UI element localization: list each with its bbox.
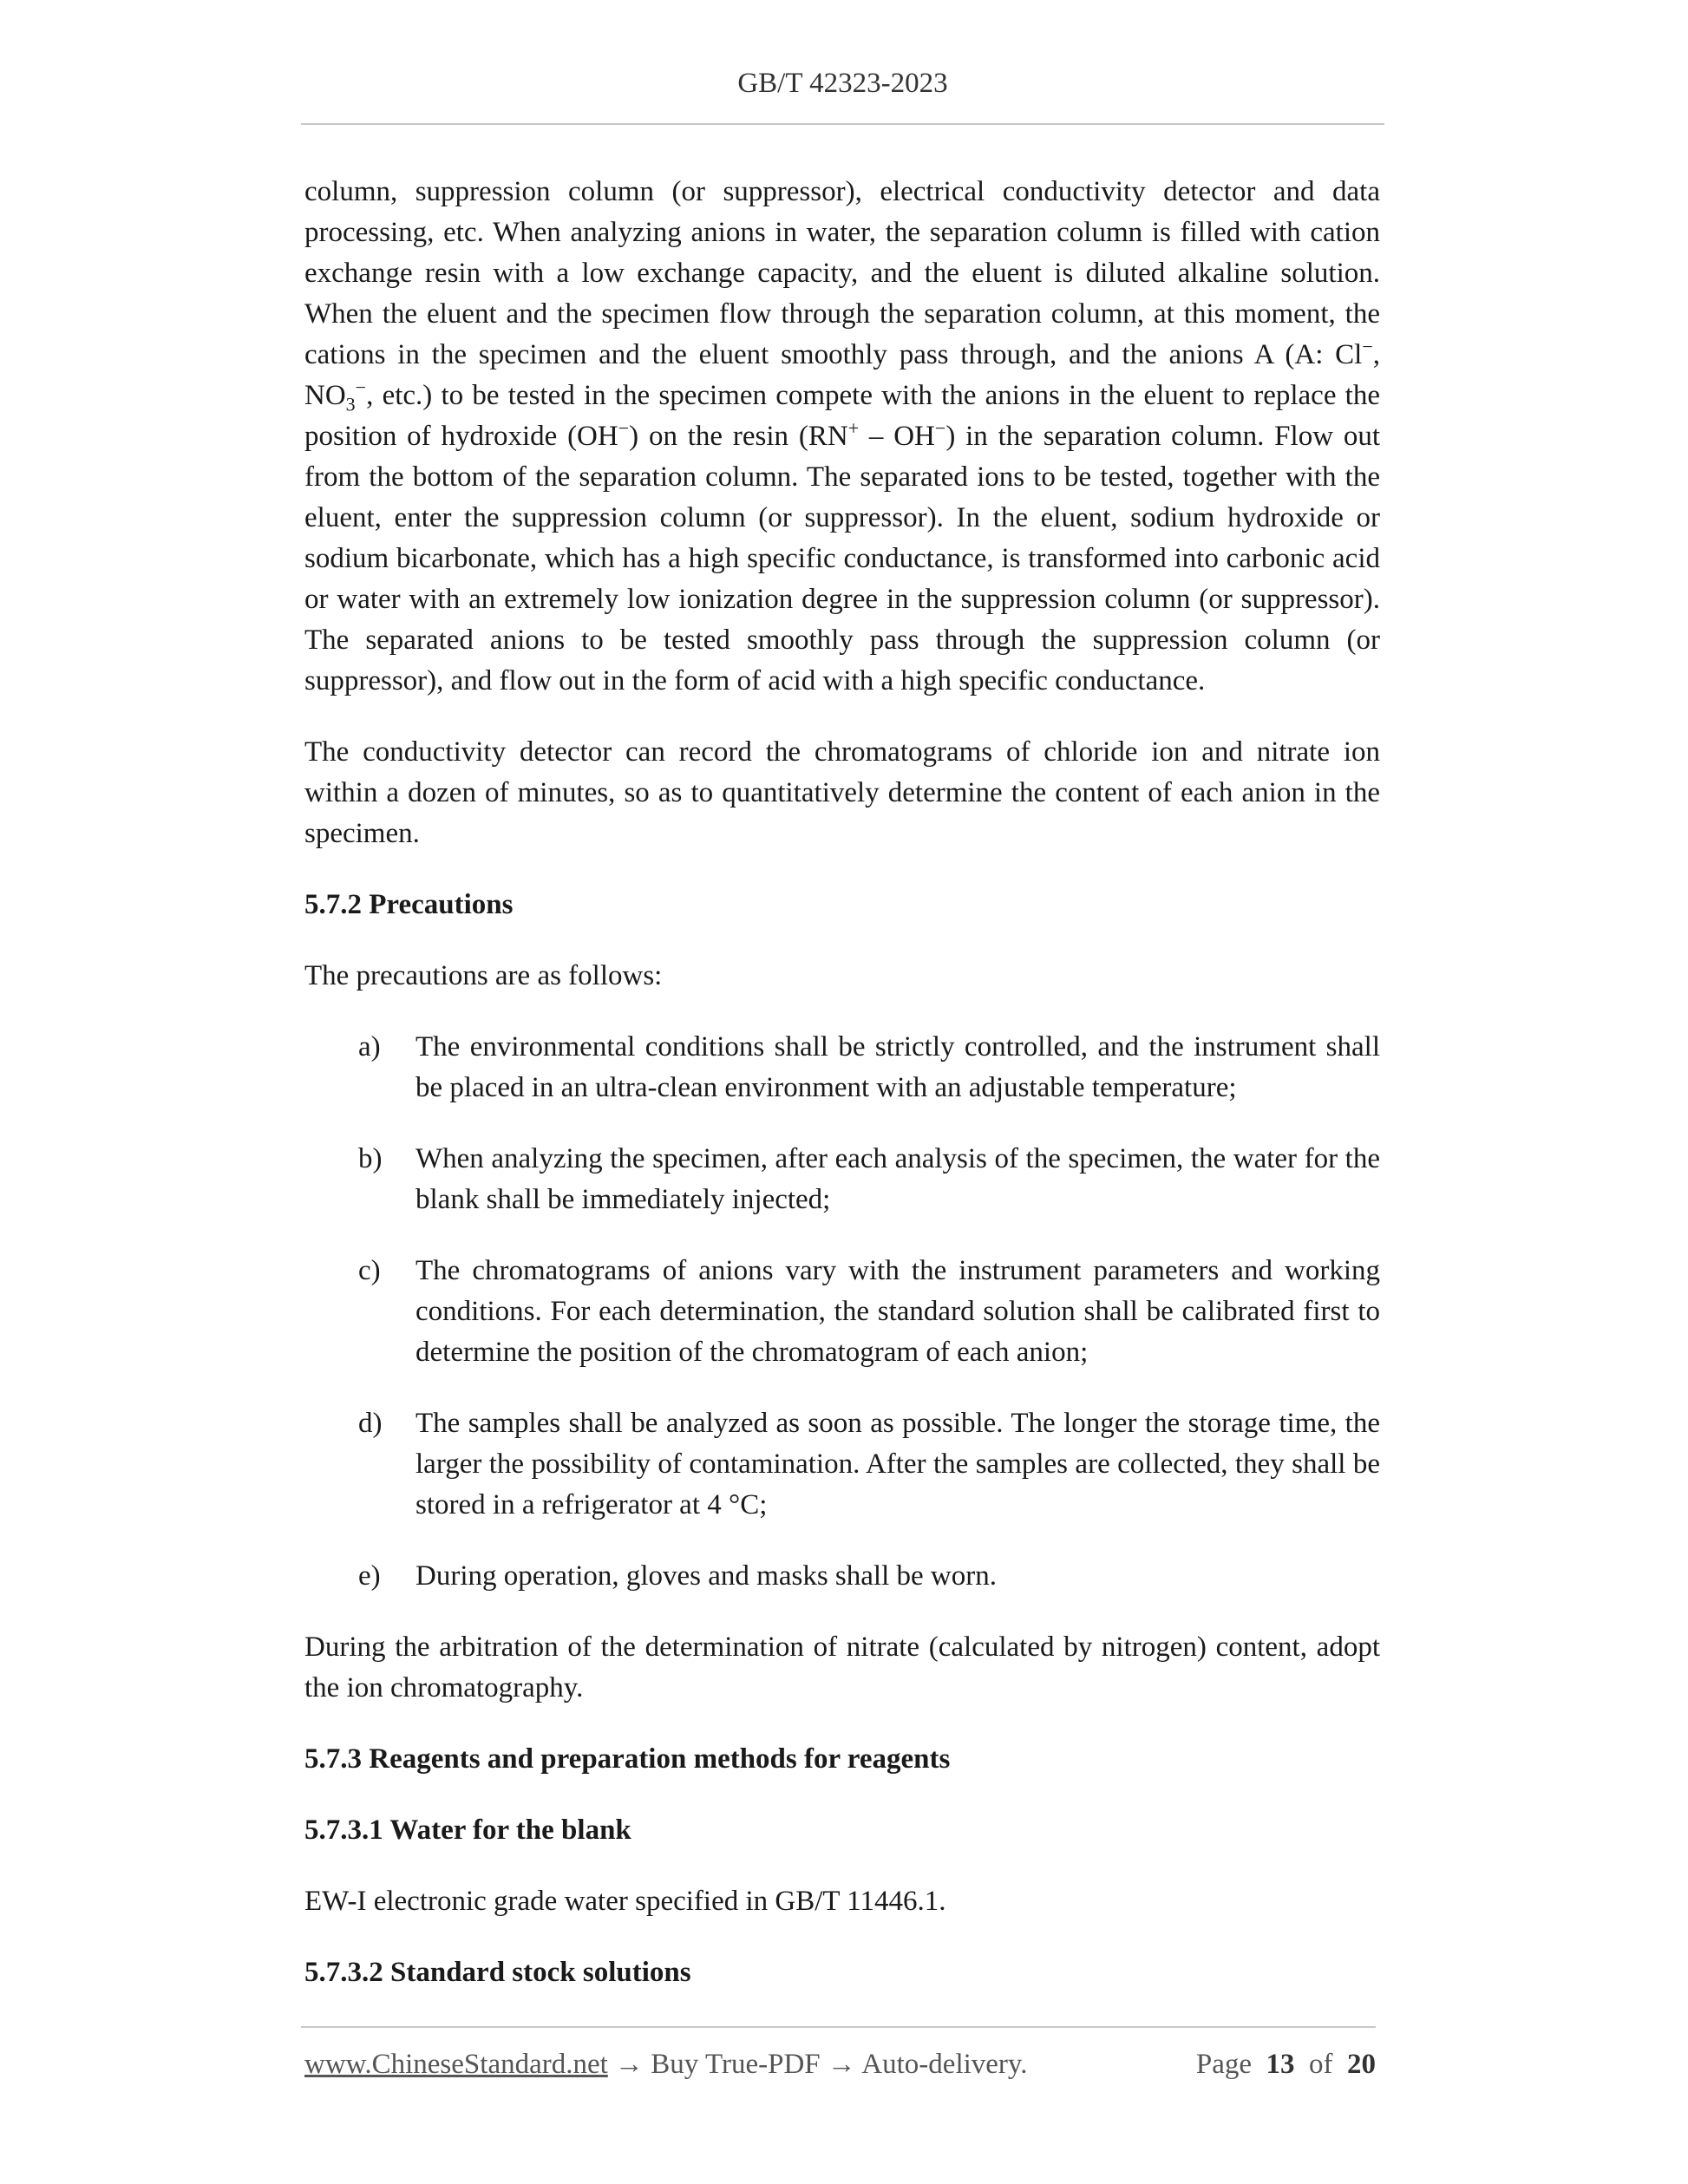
list-marker: e)	[358, 1560, 381, 1592]
list-item: d) The samples shall be analyzed as soon as possible. The longer the storage time, the larger the possibility of contamination. After the samples are collected, they shall be stored in a refrigerator at 4 °C;	[304, 1403, 1380, 1526]
page-footer	[304, 2049, 1376, 2081]
document-body	[304, 172, 1380, 1993]
delivery-text: Auto-delivery.	[855, 2049, 1028, 2080]
arrow-icon: →	[615, 2049, 644, 2080]
footer-divider	[301, 2026, 1376, 2028]
list-item: b) When analyzing the specimen, after each analysis of the specimen, the water for the blank shall be immediately injected;	[304, 1139, 1380, 1220]
header-divider	[301, 123, 1384, 125]
heading-reagents: 5.7.3 Reagents and preparation methods for reagents	[304, 1743, 951, 1775]
running-header: GB/T 42323-2023	[737, 68, 948, 99]
arrow-icon: →	[827, 2049, 856, 2080]
heading-precautions: 5.7.2 Precautions	[304, 889, 514, 920]
list-marker: b)	[358, 1143, 383, 1174]
paragraph-water-spec: EW-I electronic grade water specified in GB/T 11446.1.	[304, 1886, 946, 1917]
page-number: Page 13 of 20	[1195, 2049, 1376, 2080]
heading-water-blank: 5.7.3.1 Water for the blank	[304, 1815, 631, 1846]
list-marker: a)	[358, 1031, 381, 1063]
list-item: a) The environmental conditions shall be strictly controlled, and the instrument shall be placed in an ultra-clean environment with an adjustable temperature;	[304, 1027, 1380, 1108]
list-marker: c)	[358, 1255, 381, 1286]
precautions-list	[304, 1027, 1380, 1597]
site-link[interactable]: www.ChineseStandard.net	[304, 2049, 608, 2080]
heading-standard-stock: 5.7.3.2 Standard stock solutions	[304, 1957, 691, 1988]
list-item: e) During operation, gloves and masks shall be worn.	[304, 1556, 1380, 1597]
paragraph-arbitration: During the arbitration of the determination of nitrate (calculated by nitrogen) content, adopt the ion chromatography.	[304, 1631, 1380, 1703]
paragraph-detector: The conductivity detector can record the chromatograms of chloride ion and nitrate ion within a dozen of minutes, so as to quantitatively determine the content of each anion in the specimen.	[304, 736, 1380, 849]
list-marker: d)	[358, 1408, 383, 1439]
list-item: c) The chromatograms of anions vary with the instrument parameters and working conditions. For each determination, the standard solution shall be calibrated first to determine the position of the chromatogram of each anion;	[304, 1251, 1380, 1373]
precautions-intro: The precautions are as follows:	[304, 960, 663, 991]
paragraph-principle: column, suppression column (or suppressor), electrical conductivity detector and data processing, etc. When analyzing anions in water, the separation column is filled with cation exchange resin with a low exchange capacity, and the eluent is diluted alkaline solution. When the eluent and the specimen flow through the separation column, at this moment, the cations in the specimen and the eluent smoothly pass through, and the anions A (A: Cl−, $NO_3^-$, etc.) to be tested in the specimen compete with the anions in the eluent to replace the position of hydroxide (OH−) on the resin (RN+ – OH−) in the separation column. Flow out from the bottom of the separation column. The separated ions to be tested, together with the eluent, enter the suppression column (or suppressor). In the eluent, sodium hydroxide or sodium bicarbonate, which has a high specific conductance, is transformed into carbonic acid or water with an extremely low ionization degree in the suppression column (or suppressor). The separated anions to be tested smoothly pass through the suppression column (or suppressor), and flow out in the form of acid with a high specific conductance.	[304, 176, 1381, 696]
buy-text: Buy True-PDF	[644, 2049, 828, 2080]
